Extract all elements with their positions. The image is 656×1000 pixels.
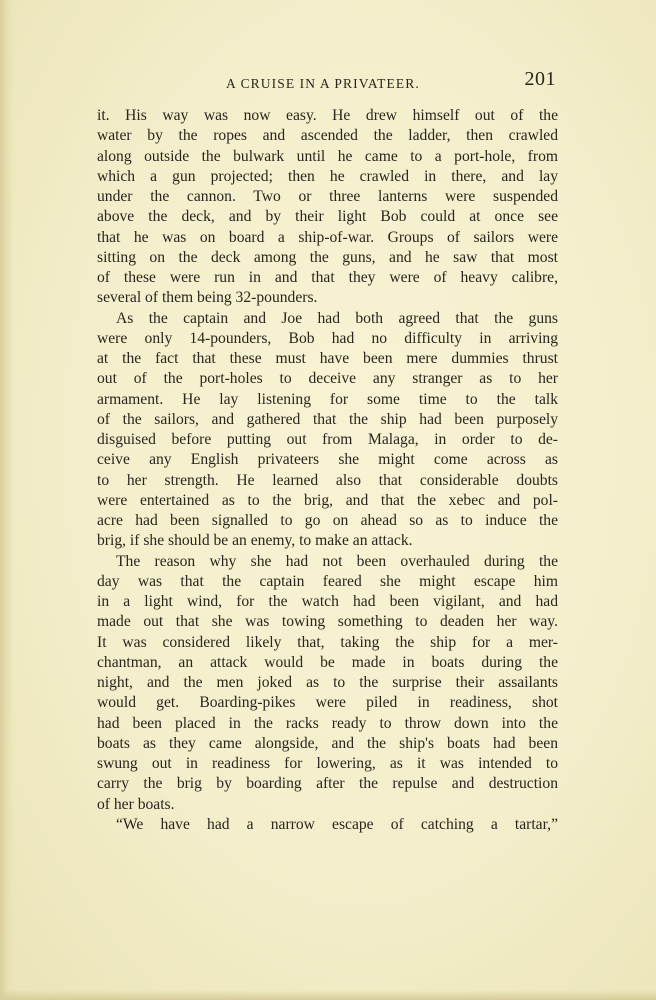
text-line: ceive any English privateers she might come across as [97, 451, 558, 469]
text-line: which a gun projected; then he crawled in there, and lay [97, 167, 558, 185]
page-number: 201 [524, 68, 556, 90]
text-line: several of them being 32-pounders. [97, 289, 318, 307]
text-line: at the fact that these must have been mere dummies thrust [97, 350, 558, 367]
body-text [97, 106, 558, 835]
text-line: The reason why she had not been overhauled during the [116, 552, 558, 570]
text-line: As the captain and Joe had both agreed that the guns [116, 309, 558, 327]
text-line: out of the port-holes to deceive any stranger as to her [97, 370, 558, 388]
text-line: would get. Boarding-pikes were piled in readiness, shot [97, 694, 558, 712]
text-line: to her strength. He learned also that considerable doubts [97, 471, 558, 489]
text-line: that he was on board a ship-of-war. Groups of sailors were [97, 228, 558, 246]
text-line: of the sailors, and gathered that the ship had been purposely [97, 410, 558, 428]
text-line: of these were run in and that they were of heavy calibre, [97, 269, 558, 286]
text-line: in a light wind, for the watch had been vigilant, and had [97, 593, 558, 610]
text-line: were entertained as to the brig, and that the xebec and pol- [97, 491, 558, 509]
text-line: disguised before putting out from Malaga, in order to de- [97, 431, 558, 448]
text-line: brig, if she should be an enemy, to make an attack. [97, 532, 413, 550]
text-line: armament. He lay listening for some time to the talk [97, 390, 558, 408]
text-line: boats as they came alongside, and the ship's boats had been [97, 734, 558, 752]
text-line: had been placed in the racks ready to throw down into the [97, 714, 558, 732]
text-line: night, and the men joked as to the surprise their assailants [97, 674, 558, 691]
text-line: day was that the captain feared she might escape him [97, 572, 558, 590]
text-line: water by the ropes and ascended the ladder, then crawled [97, 127, 558, 145]
text-line: along outside the bulwark until he came to a port-hole, from [97, 147, 558, 165]
text-line: under the cannon. Two or three lanterns were suspended [97, 188, 558, 205]
text-line: were only 14-pounders, Bob had no difficulty in arriving [97, 329, 558, 347]
text-line: swung out in readiness for lowering, as it was intended to [97, 755, 558, 772]
text-line: carry the brig by boarding after the repulse and destruction [97, 775, 558, 793]
page-bottom-shadow [0, 990, 656, 1000]
text-line: of her boats. [97, 795, 175, 813]
text-line: sitting on the deck among the guns, and he saw that most [97, 248, 558, 266]
text-line: chantman, an attack would be made in boats during the [97, 653, 558, 671]
text-line: “We have had a narrow escape of catching a tartar,” [116, 815, 558, 833]
text-line: above the deck, and by their light Bob could at once see [97, 208, 558, 226]
text-line: it. His way was now easy. He drew himself out of the [97, 107, 558, 124]
running-title: A CRUISE IN A PRIVATEER. [226, 76, 420, 91]
page-edge-shadow [0, 0, 14, 1000]
page-header [96, 70, 558, 94]
text-line: It was considered likely that, taking the ship for a mer- [97, 633, 558, 651]
text-line: made out that she was towing something to deaden her way. [97, 613, 558, 631]
text-line: acre had been signalled to go on ahead so as to induce the [97, 512, 558, 529]
